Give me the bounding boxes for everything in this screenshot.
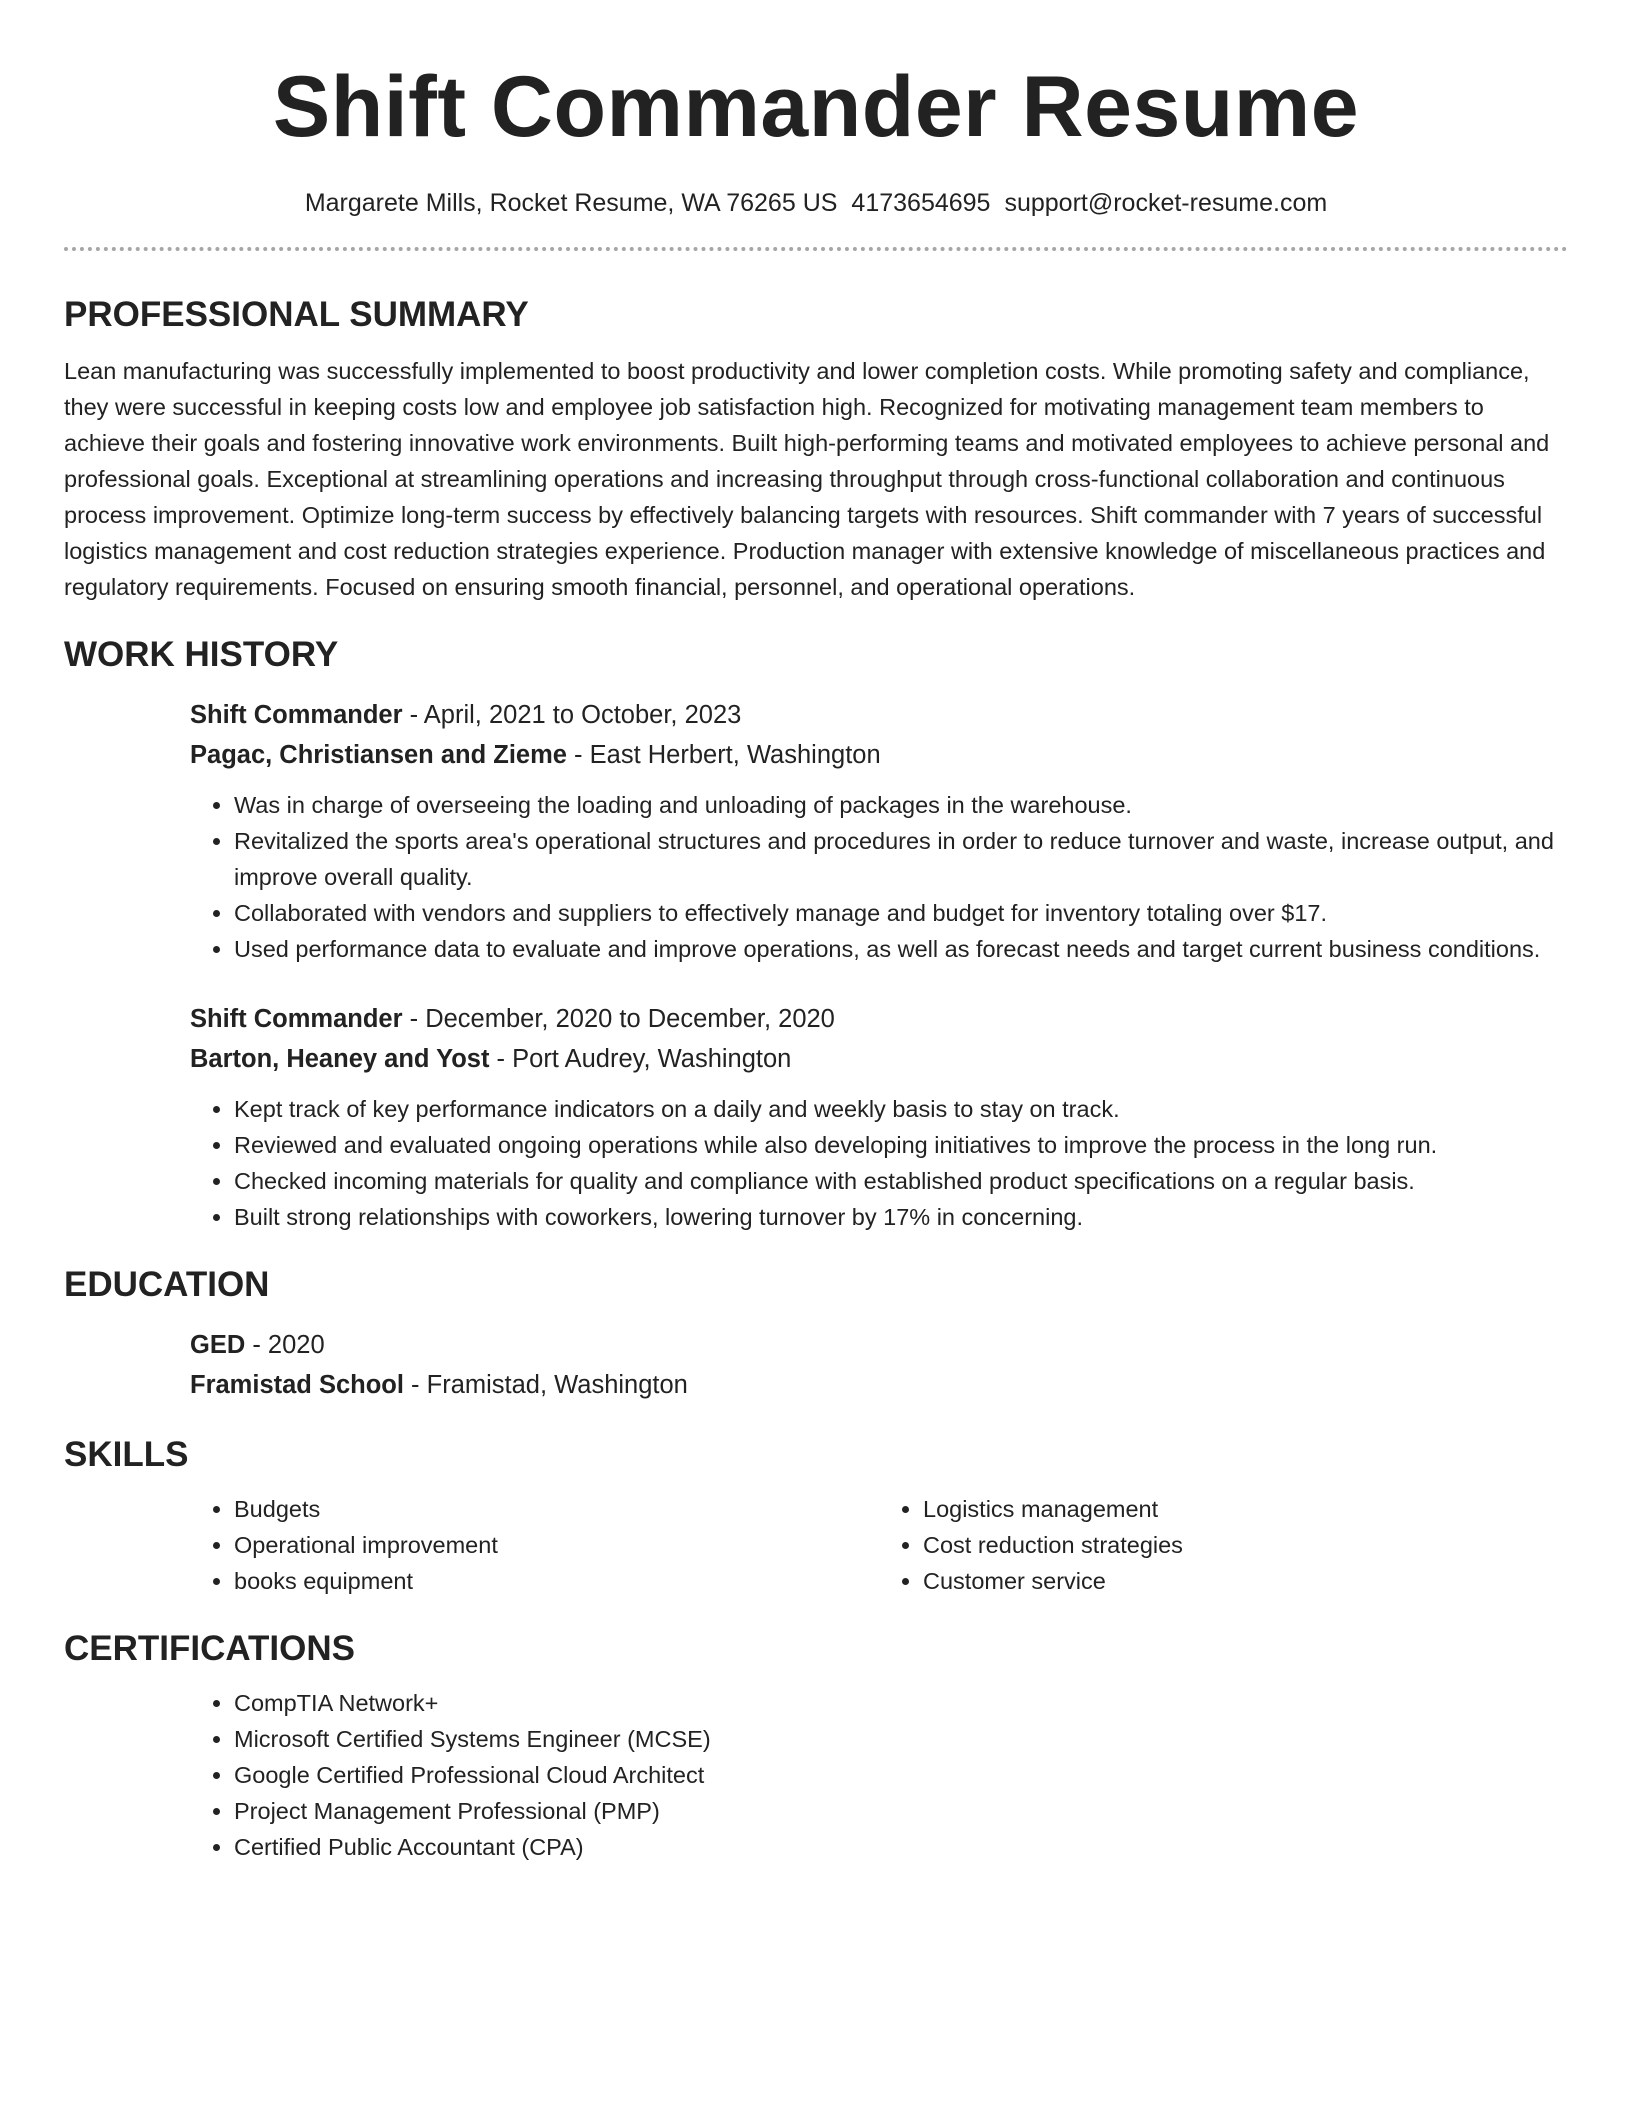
work-history-heading: WORK HISTORY xyxy=(64,635,339,674)
job-entry xyxy=(190,999,1568,1235)
list-item: • Was in charge of overseeing the loading and unloading of packages in the warehouse. xyxy=(234,787,1568,823)
skills-list xyxy=(190,1491,1568,1599)
list-item: • Revitalized the sports area's operational structures and procedures in order to reduce turnover and waste, increase output, and improve overall quality. xyxy=(234,823,1568,895)
list-item: • books equipment xyxy=(234,1563,879,1599)
job-company-line xyxy=(190,1039,1568,1079)
job-dates: - April, 2021 to October, 2023 xyxy=(402,701,742,729)
list-item: • Checked incoming materials for quality and compliance with established product specifications on a regular basis. xyxy=(234,1163,1568,1199)
resume-title: Shift Commander Resume xyxy=(272,59,1360,155)
contact-line xyxy=(64,187,1568,219)
education-degree: GED xyxy=(190,1331,246,1359)
summary-heading: PROFESSIONAL SUMMARY xyxy=(64,295,529,334)
job-company: Pagac, Christiansen and Zieme xyxy=(190,741,567,769)
list-item: • Operational improvement xyxy=(234,1527,879,1563)
job-title-line xyxy=(190,695,1568,735)
list-item: • Microsoft Certified Systems Engineer (MCSE) xyxy=(234,1721,1568,1757)
education-heading: EDUCATION xyxy=(64,1265,270,1304)
list-item: • Google Certified Professional Cloud Architect xyxy=(234,1757,1568,1793)
list-item: • Certified Public Accountant (CPA) xyxy=(234,1829,1568,1865)
certifications-bullets xyxy=(190,1685,1568,1865)
skills-heading: SKILLS xyxy=(64,1435,189,1474)
list-item: • Customer service xyxy=(923,1563,1568,1599)
job-title: Shift Commander xyxy=(190,1005,403,1033)
job-bullets xyxy=(190,1091,1568,1235)
list-item: • Cost reduction strategies xyxy=(923,1527,1568,1563)
education-entry xyxy=(190,1325,1568,1405)
job-location: - East Herbert, Washington xyxy=(566,741,881,769)
list-item: • Budgets xyxy=(234,1491,879,1527)
education-degree-line xyxy=(190,1325,1568,1365)
list-item: • Kept track of key performance indicators on a daily and weekly basis to stay on track. xyxy=(234,1091,1568,1127)
job-title: Shift Commander xyxy=(190,701,403,729)
contact-address: Margarete Mills, Rocket Resume, WA 76265 US xyxy=(304,189,838,217)
job-company-line xyxy=(190,735,1568,775)
job-dates: - December, 2020 to December, 2020 xyxy=(402,1005,835,1033)
contact-email: support@rocket-resume.com xyxy=(1004,189,1328,217)
education-year: - 2020 xyxy=(245,1331,325,1359)
job-location: - Port Audrey, Washington xyxy=(489,1045,792,1073)
job-entry xyxy=(190,695,1568,967)
skills-column-left xyxy=(190,1491,879,1599)
header-divider xyxy=(64,247,1568,251)
certifications-list xyxy=(190,1685,1568,1865)
list-item: • Project Management Professional (PMP) xyxy=(234,1793,1568,1829)
list-item: • CompTIA Network+ xyxy=(234,1685,1568,1721)
resume-page xyxy=(64,0,1568,1865)
education-school: Framistad School xyxy=(190,1371,404,1399)
list-item: • Used performance data to evaluate and improve operations, as well as forecast needs and target current business conditions. xyxy=(234,931,1568,967)
list-item: • Collaborated with vendors and suppliers to effectively manage and budget for inventory totaling over $17. xyxy=(234,895,1568,931)
list-item: • Reviewed and evaluated ongoing operations while also developing initiatives to improve the process in the long run. xyxy=(234,1127,1568,1163)
list-item: • Built strong relationships with coworkers, lowering turnover by 17% in concerning. xyxy=(234,1199,1568,1235)
skills-column-right xyxy=(879,1491,1568,1599)
list-item: • Logistics management xyxy=(923,1491,1568,1527)
job-bullets xyxy=(190,787,1568,967)
education-location: - Framistad, Washington xyxy=(403,1371,688,1399)
job-title-line xyxy=(190,999,1568,1039)
contact-phone: 4173654695 xyxy=(851,189,991,217)
education-school-line xyxy=(190,1365,1568,1405)
summary-text: Lean manufacturing was successfully implemented to boost productivity and lower completion costs. While promoting safety and compliance, they were successful in keeping costs low and employee job satisfaction high. Recognized for motivating management team members to achieve their goals and fostering innovative work environments. Built high-performing teams and motivated employees to achieve personal and professional goals. Exceptional at streamlining operations and increasing throughput through cross-functional collaboration and continuous process improvement. Optimize long-term success by effectively balancing targets with resources. Shift commander with 7 years of successful logistics management and cost reduction strategies experience. Production manager with extensive knowledge of miscellaneous practices and regulatory requirements. Focused on ensuring smooth financial, personnel, and operational operations. xyxy=(64,358,1550,600)
job-company: Barton, Heaney and Yost xyxy=(190,1045,490,1073)
certifications-heading: CERTIFICATIONS xyxy=(64,1629,356,1668)
